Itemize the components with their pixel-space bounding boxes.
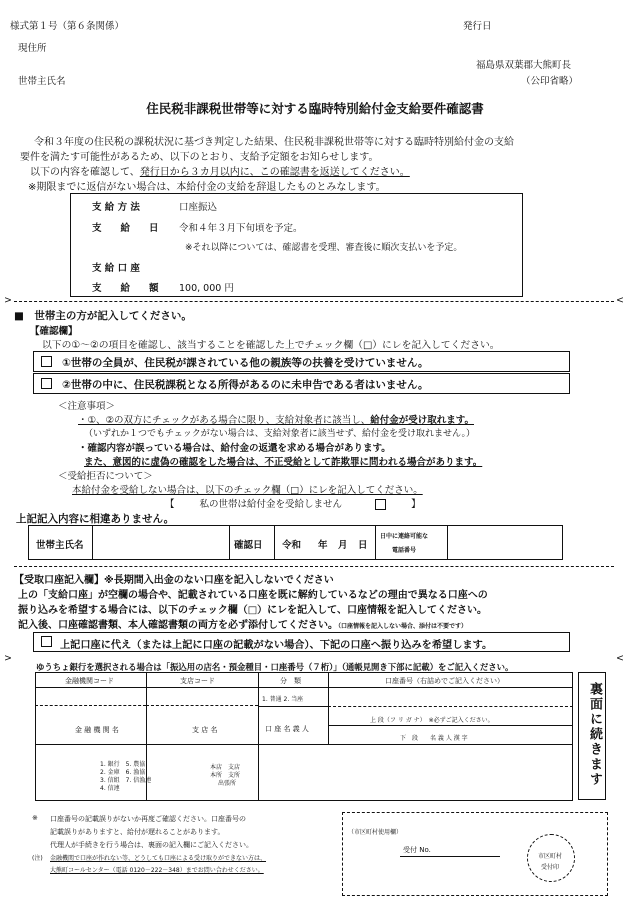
col-type: 分 類: [280, 677, 301, 685]
refuse-box-text: 私の世帯は給付金を受給しません: [199, 499, 343, 510]
address-label: 現住所: [18, 43, 47, 54]
note1-detail: （いずれか１つでもチェックがない場合は、支給対象者に該当せず、給付金を受け取れません。）: [84, 429, 476, 439]
bank-name-label: 金 融 機 関 名: [75, 726, 119, 734]
holder-label: 口 座 名 義 人: [265, 725, 309, 733]
form-number: 様式第１号（第６条関係）: [10, 21, 125, 32]
bank-type-4: 4. 信連: [100, 785, 120, 792]
account-line3: 記入後、口座確認書類、本人確認書類の両方を必ず添付してください。（口座情報を記入しない場合、添付は不要です）: [18, 620, 468, 631]
account-line2: 振り込みを希望する場合には、以下のチェック欄（□）にレを記入して、口座情報を記入してください。: [18, 605, 487, 616]
intro-p2: 以下の内容を確認して、発行日から３カ月以内に、この確認書を返送してください。: [30, 167, 410, 178]
office-use-label: （市区町村使用欄）: [348, 829, 403, 836]
date-label: 支 給 日: [92, 223, 159, 234]
kanji-label: 下 段 名 義 人 漢 字: [400, 735, 468, 742]
yucho-note: ゆうちょ銀行を選択される場合は「振込用の店名・預金種目・口座番号（７桁）」（通帳見開き下部に記載）をご記入ください。: [36, 662, 514, 672]
amount-value: 100, 000 円: [179, 283, 234, 294]
footer-line5: 大熊町コールセンター（電話 0120－222－348）までお問い合わせください。: [50, 867, 264, 874]
deadline-text: 発行日から３カ月以内に、この確認書を返送してください。: [139, 167, 410, 178]
intro-p1b: 要件を満たす可能性があるため、以下のとおり、支給予定額をお知らせします。: [20, 152, 379, 163]
sign-date-year: 年: [318, 540, 328, 551]
phone-label-1: 日中に連絡可能な: [380, 533, 429, 540]
footer-line2: 記載誤りがありますと、給付が遅れることがあります。: [50, 828, 225, 836]
account-line1: 上の「支給口座」が空欄の場合や、記載されている口座を既に解約しているなどの理由で異なる口座への: [18, 590, 488, 601]
branch-type-3: 出張所: [218, 780, 237, 787]
method-label: 支 給 方 法: [92, 202, 140, 213]
sign-date-month: 月: [338, 540, 348, 551]
item2-checkbox[interactable]: [41, 378, 52, 389]
phone-field[interactable]: [450, 528, 560, 557]
item2-text: ②世帯の中に、住民税課税となる所得があるのに未申告である者はいません。: [62, 379, 429, 391]
branch-type-2: 本所 支所: [210, 772, 241, 779]
item1-text: ①世帯の全員が、住民税が課されている他の親族等の扶養を受けていません。: [62, 357, 429, 369]
change-account-text: 上記口座に代え（または上記に口座の記載がない場合）、下記の口座へ振り込みを希望します。: [60, 640, 493, 651]
date-note: ※それ以降については、確認書を受理、審査後に順次支払いを予定。: [185, 243, 463, 253]
stamp-label-1: 市区町村: [538, 853, 563, 860]
notes-heading: ＜注意事項＞: [58, 401, 116, 412]
bank-type-3: 3. 信組 7. 信漁連: [100, 777, 152, 784]
sign-date-era: 令和: [282, 540, 302, 551]
continued-text: 裏面に続きます: [587, 682, 602, 787]
branch-type-1: 本店 支店: [210, 764, 241, 771]
bank-type-1: 1. 銀行 5. 農協: [100, 761, 146, 768]
type-options: 1. 普通 2. 当座: [262, 696, 304, 703]
fold-line: [14, 301, 614, 302]
sign-date-day: 日: [358, 540, 368, 551]
col-account-number: 口座番号（右詰めでご記入ください）: [385, 677, 504, 685]
date-value: 令和４年３月下旬頃を予定。: [179, 223, 303, 234]
fold-mark-left: >: [4, 295, 12, 306]
issuer-note: （公印省略）: [521, 76, 579, 87]
method-value: 口座振込: [179, 202, 218, 213]
account-heading: 【受取口座記入欄】※長期間入出金のない口座を記入しないでください: [14, 575, 334, 586]
sign-name-field[interactable]: [95, 528, 227, 557]
note2: ・確認内容が誤っている場合は、給付金の返還を求める場合があります。: [78, 443, 391, 454]
agree-statement: 上記記入内容に相違ありません。: [16, 513, 175, 525]
head-name-label: 世帯主氏名: [18, 76, 66, 87]
footer-note-mark: (注): [32, 855, 43, 862]
footer-mark: ※: [32, 814, 38, 822]
issue-date-label: 発行日: [463, 21, 492, 32]
footer-line1: 口座番号の記載誤りがないか再度ご確認ください。口座番号の: [50, 815, 246, 823]
section1-heading: ■ 世帯主の方が記入してください。: [14, 310, 192, 322]
item1-checkbox[interactable]: [41, 356, 52, 367]
intro-p1a: 令和３年度の住民税の課税状況に基づき判定した結果、住民税非課税世帯等に対する臨時特別給付金の支給: [34, 137, 514, 148]
fold-mark-right-2: <: [616, 653, 624, 664]
account-label: 支 給 口 座: [92, 263, 140, 274]
change-account-checkbox[interactable]: [41, 636, 52, 647]
refuse-text: 本給付金を受給しない場合は、以下のチェック欄（□）にレを記入してください。: [72, 485, 423, 496]
fold-mark-left-2: >: [4, 653, 12, 664]
issuer-place: 福島県双葉郡大熊町長: [476, 60, 572, 71]
stamp-label-2: 受付印: [541, 864, 560, 871]
col-bank-code: 金融機関コード: [65, 677, 114, 685]
bank-type-2: 2. 金庫 6. 漁協: [100, 769, 146, 776]
footer-line3: 代理人が手続きを行う場合は、裏面の記入欄にご記入ください。: [50, 841, 253, 849]
refuse-checkbox[interactable]: [375, 499, 386, 510]
fold-mark-right: <: [616, 295, 624, 306]
col-branch-code: 支店コード: [180, 677, 215, 685]
intro-p3: ※期限までに返信がない場合は、本給付金の支給を辞退したものとみなします。: [28, 182, 386, 193]
note3: また、意図的に虚偽の確認をした場合は、不正受給として詐欺罪に問われる場合があります。: [84, 457, 483, 468]
branch-name-label: 支 店 名: [192, 726, 218, 734]
page-title: 住民税非課税世帯等に対する臨時特別給付金支給要件確認書: [146, 101, 484, 116]
footer-line4: 金融機関で口座が作れない等、どうしても口座による受け取りができない方は、: [50, 855, 267, 862]
sign-date-label: 確認日: [234, 540, 263, 551]
confirm-label: 【確認欄】: [30, 326, 78, 337]
fold-line-2: [14, 566, 614, 567]
receipt-number-label: 受付 No.: [403, 846, 431, 854]
phone-label-2: 電話番号: [392, 547, 417, 554]
note1: ・①、②の双方にチェックがある場合に限り、支給対象者に該当し、給付金が受け取れます。: [78, 415, 474, 426]
refuse-heading: ＜受給拒否について＞: [58, 471, 153, 482]
sign-name-label: 世帯主氏名: [36, 540, 84, 551]
kana-label: 上 段（フ リ ガ ナ） ※必ずご記入ください。: [370, 717, 494, 724]
holder-name-field[interactable]: [262, 748, 570, 798]
confirm-instruction: 以下の①～②の項目を確認し、該当することを確認した上でチェック欄（□）にレを記入してください。: [42, 340, 500, 351]
amount-label: 支 給 額: [92, 283, 159, 294]
refuse-row: 【 私の世帯は給付金を受給しません 】: [165, 499, 421, 510]
